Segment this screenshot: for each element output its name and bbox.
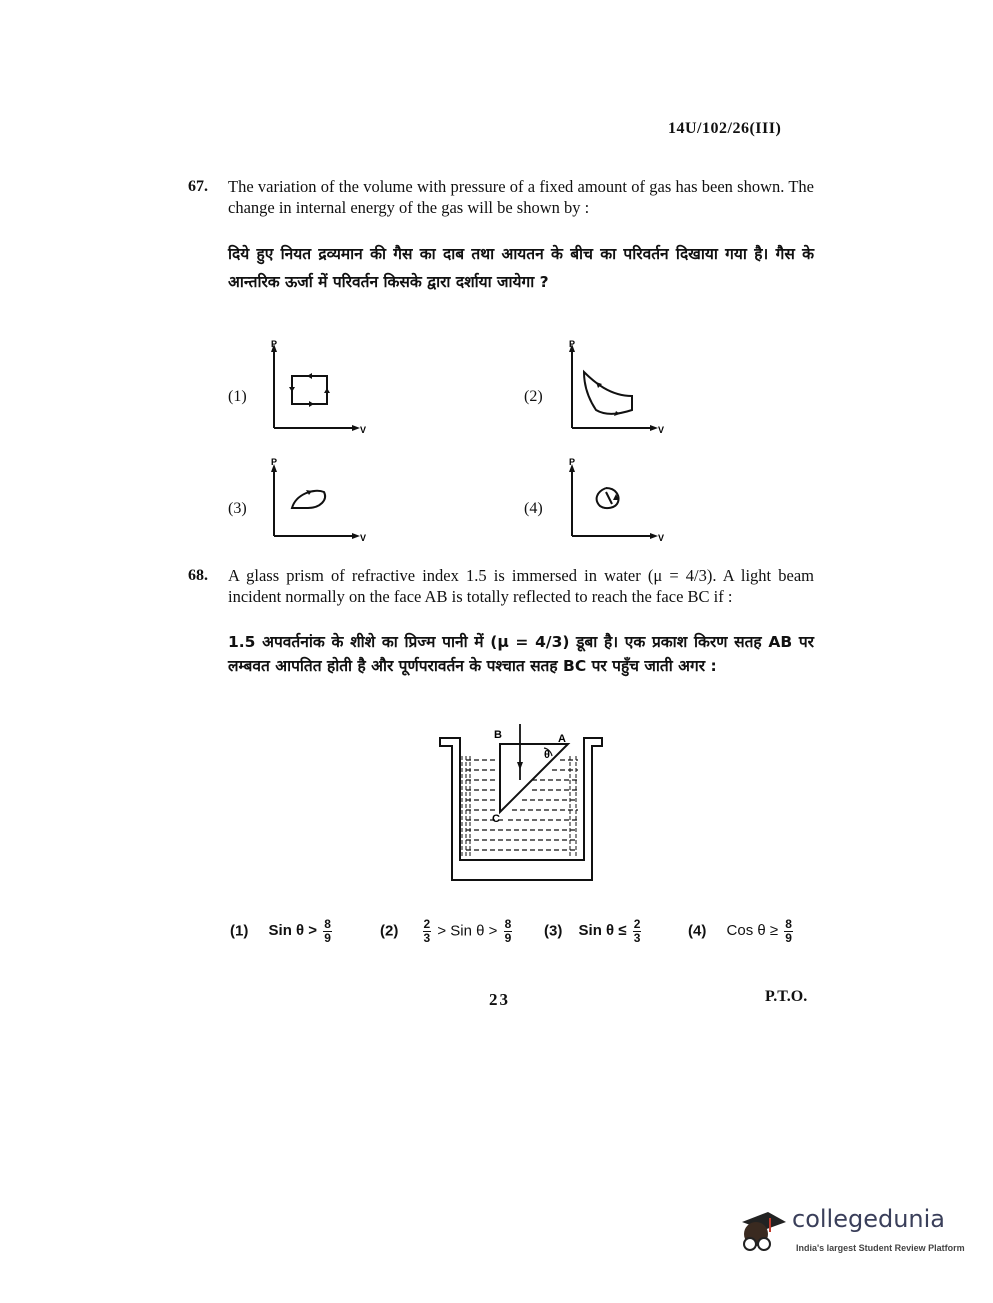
q67-option-1-graph[interactable] <box>262 336 382 436</box>
q68-opt2-num: 2 <box>423 917 431 931</box>
q67-opt4-axis-p: P <box>569 457 576 467</box>
watermark-brand: collegedunia <box>792 1205 946 1233</box>
q68-opt1-prefix: Sin θ > <box>268 922 318 940</box>
q68-label-a: A <box>558 733 566 745</box>
q67-option-4-label[interactable]: (4) <box>524 500 543 517</box>
q67-opt1-axis-v: V <box>360 425 367 435</box>
q68-label-c: C <box>492 813 500 825</box>
q67-text-hindi: दिये हुए नियत द्रव्यमान की गैस का दाब तथा आयतन के बीच का परिवर्तन दिखाया गया है। गैस के आन्तरिक ऊर्जा में परिवर्तन किसके द्वारा दर्शाया जायेगा ? <box>228 245 814 291</box>
q68-opt4-den: 9 <box>785 931 792 945</box>
q68-opt3-den: 3 <box>633 931 641 945</box>
q68-opt2-middle: > Sin θ > <box>437 922 498 940</box>
q68-opt2-fraction-b <box>504 918 513 945</box>
q68-opt3-prefix: Sin θ ≤ <box>578 922 627 940</box>
q67-number: 67. <box>188 178 208 195</box>
q68-opt4-prefix: Cos θ ≥ <box>726 922 779 940</box>
q67-option-2-label[interactable]: (2) <box>524 388 543 405</box>
q68-opt4-fraction <box>784 918 793 945</box>
q68-opt2-den: 3 <box>423 931 431 945</box>
q68-opt1-fraction <box>323 918 332 945</box>
q68-opt2-label: (2) <box>380 922 399 940</box>
q67-opt3-axis-p: P <box>271 457 278 467</box>
q68-text-hindi: 1.5 अपवर्तनांक के शीशे का प्रिज्म पानी में (μ = 4/3) डूबा है। एक प्रकाश किरण सतह AB पर लम्बवत आपतित होती है और पूर्णपरावर्तन के पश्चात सतह BC पर पहुँच जाती अगर : <box>228 633 814 675</box>
page-code: 14U/102/26(III) <box>668 120 782 137</box>
q67-option-4-graph[interactable] <box>560 448 680 548</box>
q68-opt3-label: (3) <box>544 922 563 940</box>
q67-opt3-axis-v: V <box>360 533 367 543</box>
q68-opt2-den2: 9 <box>504 931 512 945</box>
q68-option-3[interactable] <box>544 918 643 945</box>
q67-option-1-label[interactable]: (1) <box>228 388 247 405</box>
q68-opt1-label: (1) <box>230 922 249 940</box>
q68-opt2-num2: 8 <box>504 917 512 931</box>
q68-number: 68. <box>188 567 208 584</box>
q67-option-3-label[interactable]: (3) <box>228 500 247 517</box>
q68-opt1-den: 9 <box>324 931 331 945</box>
q67-option-3-graph[interactable] <box>262 448 382 548</box>
q67-opt2-axis-v: V <box>658 425 665 435</box>
q68-option-2[interactable] <box>380 918 514 945</box>
q67-option-2-graph[interactable] <box>560 336 680 436</box>
q67-text-english: The variation of the volume with pressure of a fixed amount of gas has been shown. The change in internal energy of the gas will be shown by : <box>228 177 814 217</box>
q68-opt2-fraction-a <box>423 918 432 945</box>
watermark-tagline: India's largest Student Review Platform <box>796 1243 965 1253</box>
q68-opt4-label: (4) <box>688 922 707 940</box>
q67-opt2-axis-p: P <box>569 339 576 349</box>
q68-opt4-num: 8 <box>785 917 792 931</box>
q68-label-b: B <box>494 729 502 741</box>
q68-opt3-fraction <box>633 918 642 945</box>
q67-opt4-axis-v: V <box>658 533 665 543</box>
q68-opt3-num: 2 <box>633 917 641 931</box>
q68-text-english: A glass prism of refractive index 1.5 is immersed in water (μ = 4/3). A light beam incident normally on the face AB is totally reflected to reach the face BC if : <box>228 566 814 606</box>
q68-prism-diagram <box>432 720 612 890</box>
q68-label-theta: θ <box>544 749 550 761</box>
page-number: 23 <box>489 990 510 1009</box>
q67-opt1-axis-p: P <box>271 339 278 349</box>
pto-label: P.T.O. <box>765 988 808 1005</box>
q68-opt1-num: 8 <box>324 917 331 931</box>
q68-option-4[interactable] <box>688 918 795 945</box>
q68-option-1[interactable] <box>230 918 334 945</box>
